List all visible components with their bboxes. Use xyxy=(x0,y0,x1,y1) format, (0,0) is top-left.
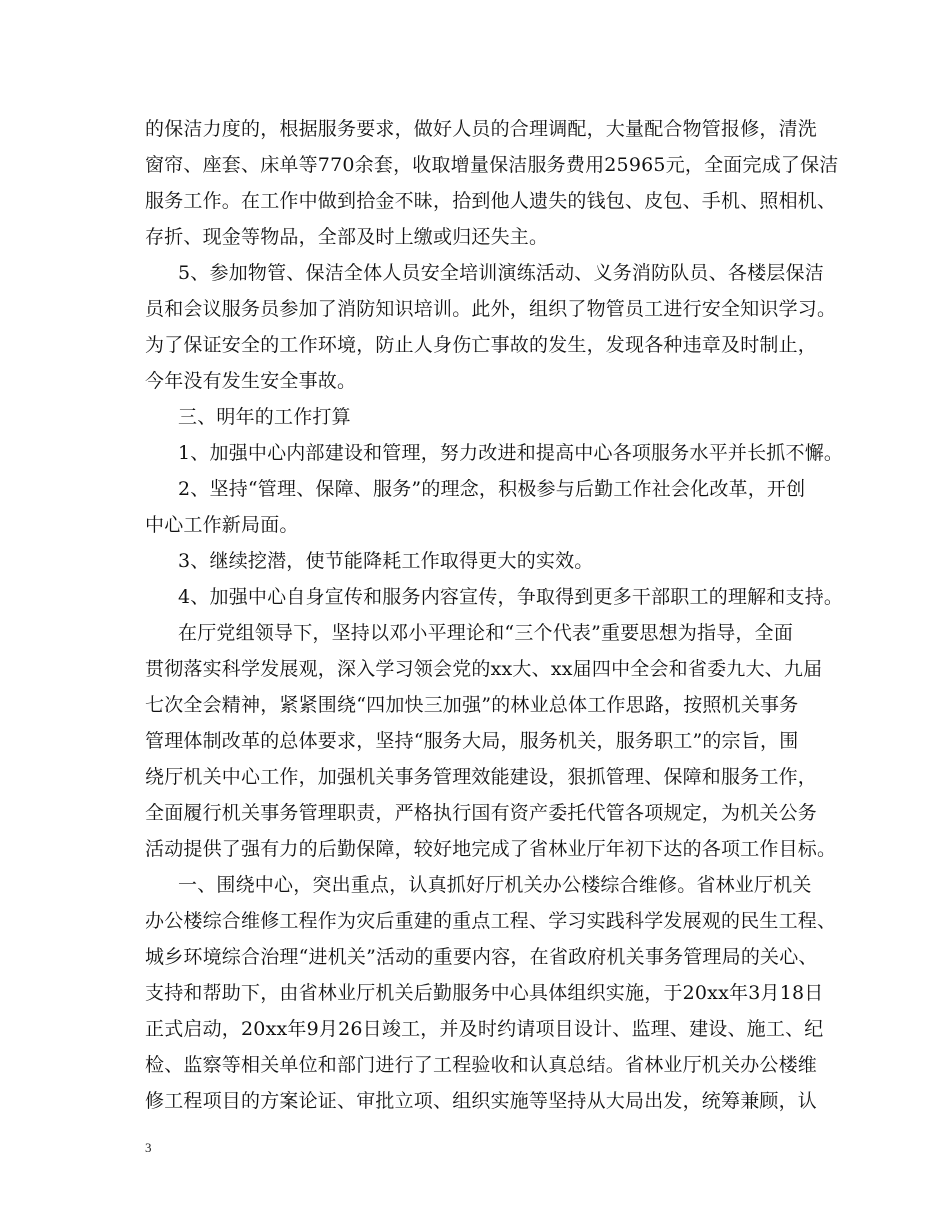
text-line: 在厅党组领导下，坚持以邓小平理论和“三个代表”重要思想为指导，全面 xyxy=(178,622,794,644)
text-line: 1、加强中心内部建设和管理，努力改进和提高中心各项服务水平并长抓不懈。 xyxy=(178,442,844,464)
section-heading: 三、明年的工作打算 xyxy=(178,406,351,428)
text-line: 修工程项目的方案论证、审批立项、组织实施等坚持从大局出发，统筹兼顾，认 xyxy=(145,1090,818,1112)
text-line: 4、加强中心自身宣传和服务内容宣传，争取得到更多干部职工的理解和支持。 xyxy=(178,586,844,608)
text-line: 窗帘、座套、床单等770余套，收取增量保洁服务费用25965元，全面完成了保洁 xyxy=(145,154,839,176)
text-line: 为了保证安全的工作环境，防止人身伤亡事故的发生，发现各种违章及时制止， xyxy=(145,334,818,356)
text-line: 贯彻落实科学发展观，深入学习领会党的xx大、xx届四中全会和省委九大、九届 xyxy=(145,658,823,680)
text-line: 2、坚持“管理、保障、服务”的理念，积极参与后勤工作社会化改革，开创 xyxy=(178,478,806,500)
page-number: 3 xyxy=(145,1140,152,1155)
text-line: 七次全会精神，紧紧围绕“四加快三加强”的林业总体工作思路，按照机关事务 xyxy=(145,694,799,716)
text-line: 检、监察等相关单位和部门进行了工程验收和认真总结。省林业厅机关办公楼维 xyxy=(145,1054,818,1076)
text-line: 全面履行机关事务管理职责，严格执行国有资产委托代管各项规定，为机关公务 xyxy=(145,802,818,824)
text-line: 服务工作。在工作中做到拾金不昧，拾到他人遗失的钱包、皮包、手机、照相机、 xyxy=(145,190,837,212)
text-line: 绕厅机关中心工作，加强机关事务管理效能建设，狠抓管理、保障和服务工作， xyxy=(145,766,818,788)
text-line: 城乡环境综合治理“进机关”活动的重要内容，在省政府机关事务管理局的关心、 xyxy=(145,946,818,968)
text-line: 5、参加物管、保洁全体人员安全培训演练活动、义务消防队员、各楼层保洁 xyxy=(178,262,824,284)
text-line: 3、继续挖潜，使节能降耗工作取得更大的实效。 xyxy=(178,550,594,572)
text-line: 管理体制改革的总体要求，坚持“服务大局，服务机关，服务职工”的宗旨，围 xyxy=(145,730,799,752)
text-line: 正式启动，20xx年9月26日竣工，并及时约请项目设计、监理、建设、施工、纪 xyxy=(145,1018,824,1040)
text-line: 办公楼综合维修工程作为灾后重建的重点工程、学习实践科学发展观的民生工程、 xyxy=(145,910,837,932)
text-line: 活动提供了强有力的后勤保障，较好地完成了省林业厅年初下达的各项工作目标。 xyxy=(145,838,837,860)
text-line: 存折、现金等物品，全部及时上缴或归还失主。 xyxy=(145,226,549,248)
text-line: 的保洁力度的，根据服务要求，做好人员的合理调配，大量配合物管报修，清洗 xyxy=(145,118,818,140)
text-line: 员和会议服务员参加了消防知识培训。此外，组织了物管员工进行安全知识学习。 xyxy=(145,298,837,320)
text-line: 中心工作新局面。 xyxy=(145,514,299,536)
text-line: 今年没有发生安全事故。 xyxy=(145,370,357,392)
text-line: 一、围绕中心，突出重点，认真抓好厅机关办公楼综合维修。省林业厅机关 xyxy=(178,874,812,896)
text-line: 支持和帮助下，由省林业厅机关后勤服务中心具体组织实施，于20xx年3月18日 xyxy=(145,982,824,1004)
